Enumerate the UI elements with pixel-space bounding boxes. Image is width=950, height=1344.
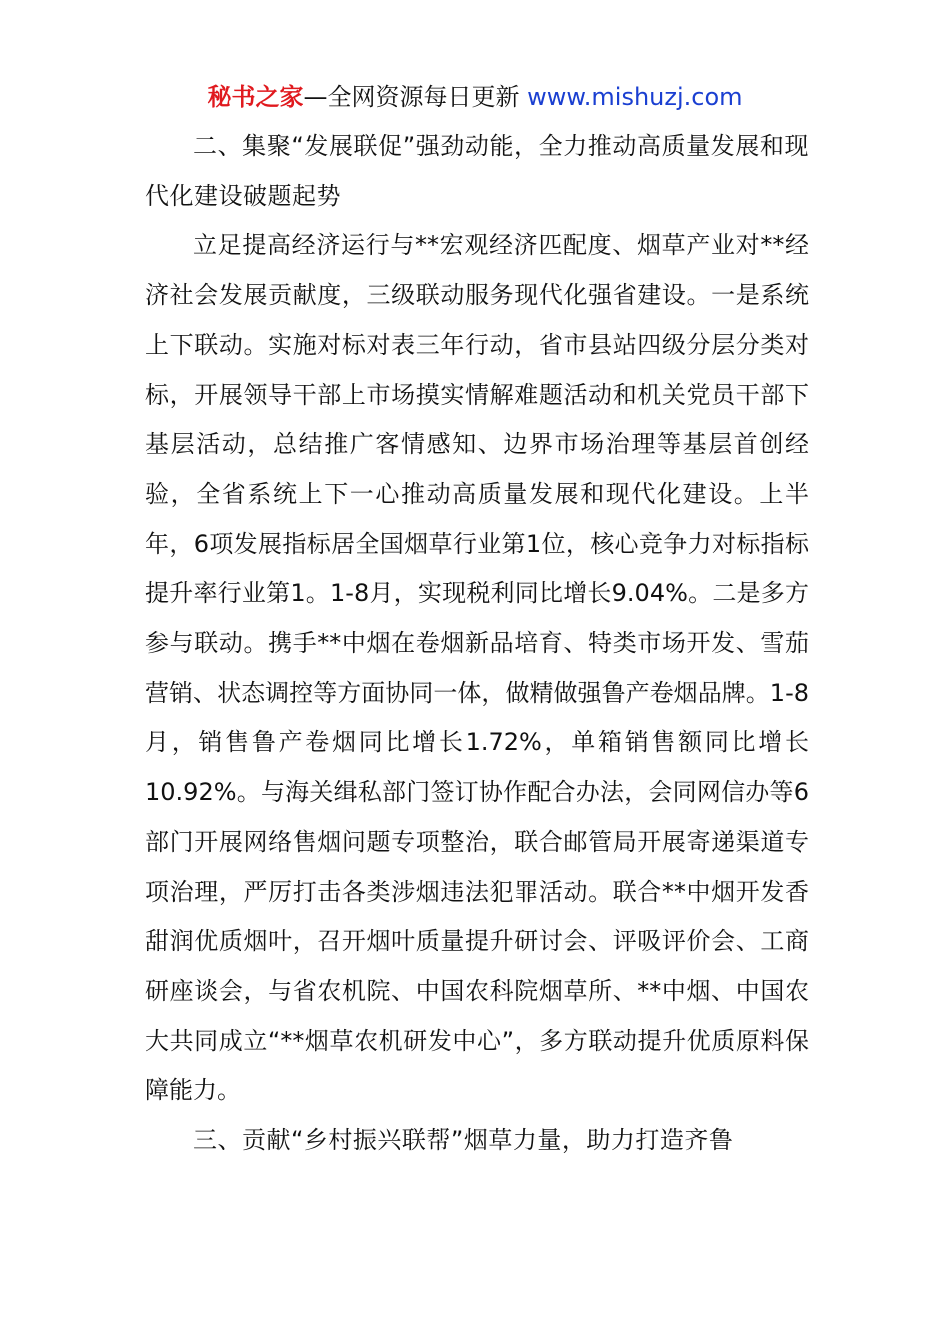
section-heading-2: 二、集聚“发展联促”强劲动能，全力推动高质量发展和现代化建设破题起势 <box>145 132 809 210</box>
document-body <box>145 122 809 1166</box>
header-tagline: —全网资源每日更新 <box>303 83 520 111</box>
site-url-link[interactable]: www.mishuzj.com <box>527 83 743 111</box>
section-heading-3: 三、贡献“乡村振兴联帮”烟草力量，助力打造齐鲁 <box>193 1126 734 1155</box>
site-header <box>0 80 950 114</box>
body-paragraph: 立足提高经济运行与**宏观经济匹配度、烟草产业对**经济社会发展贡献度，三级联动服务现代化强省建设。一是系统上下联动。实施对标对表三年行动，省市县站四级分层分类对标，开展领导干部上市场摸实情解难题活动和机关党员干部下基层活动，总结推广客情感知、边界市场治理等基层首创经验，全省系统上下一心推动高质量发展和现代化建设。上半年，6项发展指标居全国烟草行业第1位，核心竞争力对标指标提升率行业第1。1-8月，实现税利同比增长9.04%。二是多方参与联动。携手**中烟在卷烟新品培育、特类市场开发、雪茄营销、状态调控等方面协同一体，做精做强鲁产卷烟品牌。1-8月，销售鲁产卷烟同比增长1.72%，单箱销售额同比增长10.92%。与海关缉私部门签订协作配合办法，会同网信办等6部门开展网络售烟问题专项整治，联合邮管局开展寄递渠道专项治理，严厉打击各类涉烟违法犯罪活动。联合**中烟开发香甜润优质烟叶，召开烟叶质量提升研讨会、评吸评价会、工商研座谈会，与省农机院、中国农科院烟草所、**中烟、中国农大共同成立“**烟草农机研发中心”，多方联动提升优质原料保障能力。 <box>145 231 809 1105</box>
brand-name: 秘书之家 <box>207 83 304 111</box>
